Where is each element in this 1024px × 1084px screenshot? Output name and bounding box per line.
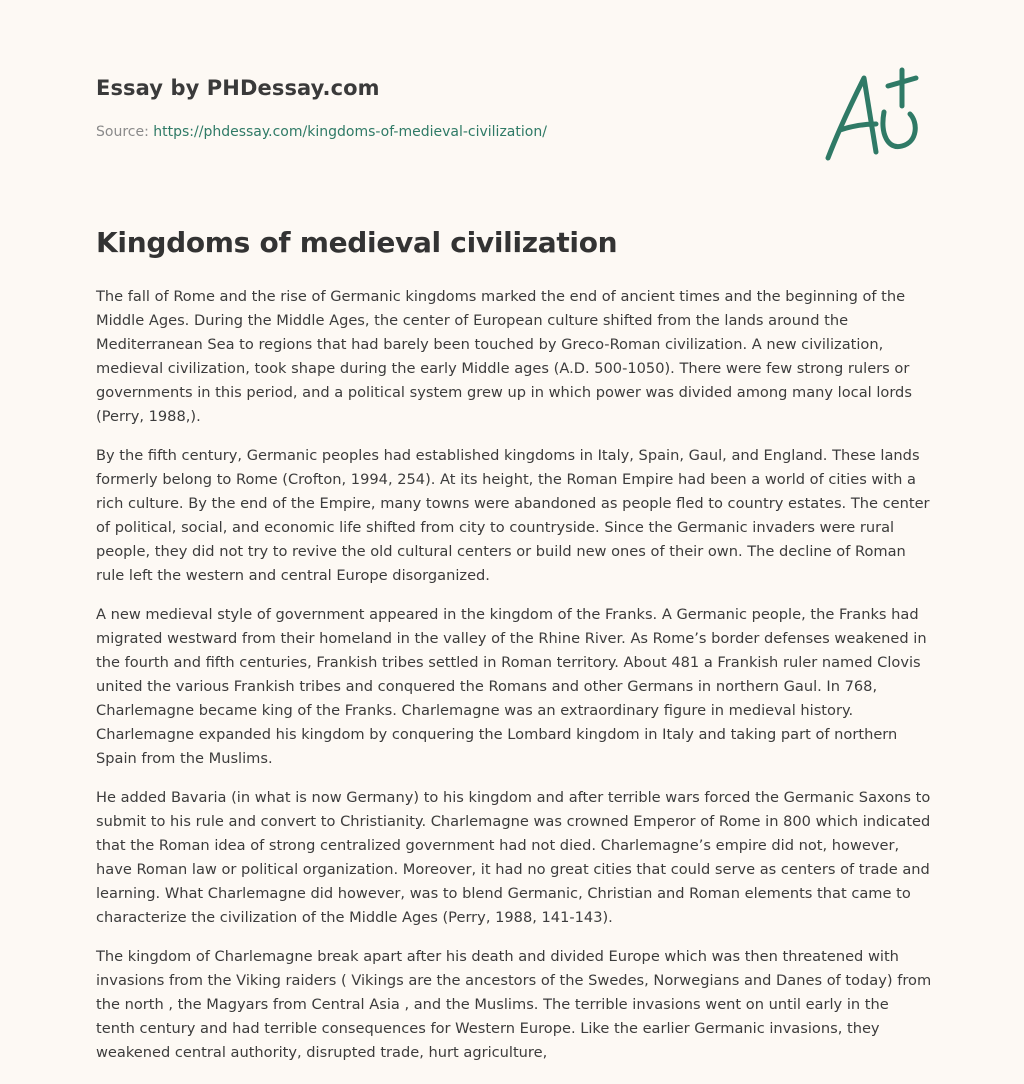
essay-paragraph: A new medieval style of government appeared in the kingdom of the Franks. A Germanic people, the Franks had migrated westward from their homeland in the valley of the Rhine River. As Rome’s border defenses weakened in the fourth and fifth centuries, Frankish tribes settled in Roman territory. About 481 a Frankish ruler named Clovis united the various Frankish tribes and conquered the Romans and other Germans in northern Gaul. In 768, Charlemagne became king of the Franks. Charlemagne was an extraordinary figure in medieval history. Charlemagne expanded his kingdom by conquering the Lombard kingdom in Italy and taking part of northern Spain from the Muslims. [96, 606, 927, 767]
a-plus-logo-icon [818, 66, 930, 166]
site-title: Essay by PHDessay.com [96, 76, 380, 100]
essay-paragraph: He added Bavaria (in what is now Germany) to his kingdom and after terrible wars forced the Germanic Saxons to submit to his rule and convert to Christianity. Charlemagne was crowned Emperor of Rome in 800 which indicated that the Roman idea of strong centralized government had not died. Charlemagne’s empire did not, however, have Roman law or political organization. Moreover, it had no great cities that could serve as centers of trade and learning. What Charlemagne did however, was to blend Germanic, Christian and Roman elements that came to characterize the civilization of the Middle Ages (Perry, 1988, 141-143). [96, 789, 931, 926]
essay-paragraph: The kingdom of Charlemagne break apart after his death and divided Europe which was then threatened with invasions from the Viking raiders ( Vikings are the ancestors of the Swedes, Norwegians and Danes of today) from the north , the Magyars from Central Asia , and the Muslims. The terrible invasions went on until early in the tenth century and had terrible consequences for Western Europe. Like the earlier Germanic invasions, they weakened central authority, disrupted trade, hurt agriculture, [96, 948, 932, 1061]
essay-title: Kingdoms of medieval civilization [96, 226, 618, 259]
essay-body [96, 285, 932, 1080]
essay-paragraph: By the fifth century, Germanic peoples had established kingdoms in Italy, Spain, Gaul, and England. These lands formerly belong to Rome (Crofton, 1994, 254). At its height, the Roman Empire had been a world of cities with a rich culture. By the end of the Empire, many towns were abandoned as people fled to country estates. The center of political, social, and economic life shifted from city to countryside. Since the Germanic invaders were rural people, they did not try to revive the old cultural centers or build new ones of their own. The decline of Roman rule left the western and central Europe disorganized. [96, 447, 930, 584]
source-label: Source: [96, 124, 149, 140]
essay-paragraph: The fall of Rome and the rise of Germanic kingdoms marked the end of ancient times and the beginning of the Middle Ages. During the Middle Ages, the center of European culture shifted from the lands around the Mediterranean Sea to regions that had barely been touched by Greco-Roman civilization. A new civilization, medieval civilization, took shape during the early Middle ages (A.D. 500-1050). There were few strong rulers or governments in this period, and a political system grew up in which power was divided among many local lords (Perry, 1988,). [96, 288, 912, 425]
source-line [96, 124, 547, 140]
source-link[interactable]: https://phdessay.com/kingdoms-of-medieval-civilization/ [153, 124, 547, 140]
